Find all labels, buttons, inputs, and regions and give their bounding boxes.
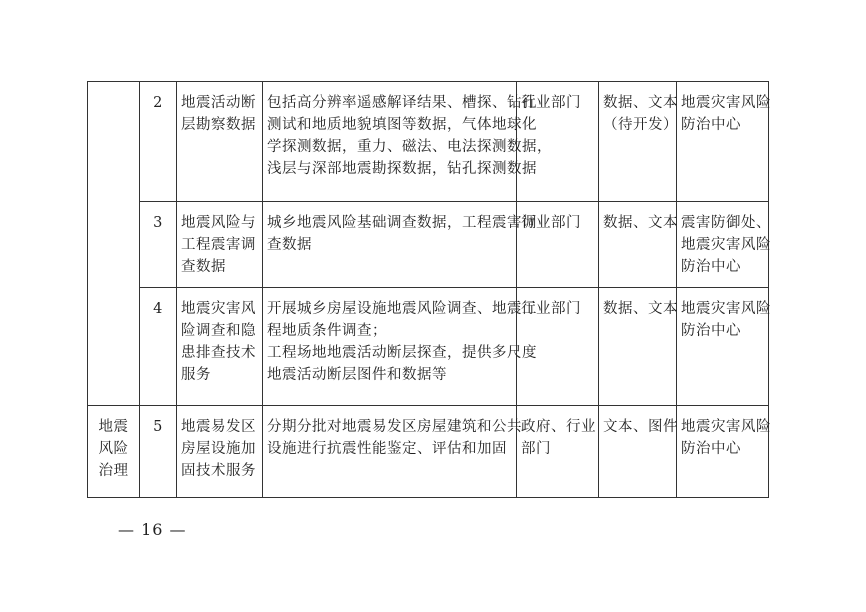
category-line: 治理 (98, 463, 129, 479)
owner-line: 地震灾害风险 (681, 95, 771, 111)
content-line: 学探测数据，重力、磁法、电法探测数据， (267, 139, 552, 155)
row-number: 3 (140, 202, 177, 288)
item-name-line: 固技术服务 (181, 463, 256, 479)
content-line: 测试和地质地貌填图等数据，气体地球化 (267, 117, 537, 133)
owner-line: 防治中心 (681, 117, 741, 133)
data-type-line: 数据、文本 (603, 301, 678, 317)
content-line: 开展城乡房屋设施地震风险调查、地震工 (267, 301, 537, 317)
category-cell (88, 406, 140, 498)
item-name-cell (177, 288, 263, 406)
owner-line: 震害防御处、 (681, 215, 771, 231)
item-name-line: 房屋设施加 (181, 441, 256, 457)
item-name-line: 工程震害调 (181, 237, 256, 253)
item-name-line: 地震易发区 (181, 419, 256, 435)
content-line: 工程场地地震活动断层探查，提供多尺度 (267, 345, 537, 361)
table-row (88, 202, 769, 288)
item-name-line: 险调查和隐 (181, 323, 256, 339)
data-type-cell (599, 202, 677, 288)
content-cell (263, 288, 537, 406)
content-line: 地震活动断层图件和数据等 (267, 367, 447, 383)
item-name-line: 地震风险与 (181, 215, 256, 231)
owner-cell (677, 202, 769, 288)
data-type-line: 数据、文本 (603, 215, 678, 231)
data-type-cell (599, 288, 677, 406)
row-number: 2 (140, 82, 177, 202)
category-cell (88, 82, 140, 406)
item-name-line: 地震活动断 (181, 95, 256, 111)
item-name-line: 查数据 (181, 259, 226, 275)
table-row (88, 406, 769, 498)
owner-cell (677, 288, 769, 406)
data-type-cell (599, 82, 677, 202)
content-line: 程地质条件调查； (267, 323, 387, 339)
category-line: 风险 (98, 441, 129, 457)
content-line: 查数据 (267, 237, 312, 253)
item-name-line: 服务 (181, 367, 211, 383)
owner-cell (677, 406, 769, 498)
content-line: 设施进行抗震性能鉴定、评估和加固 (267, 441, 507, 457)
source-cell: 行业部门 (517, 202, 599, 288)
owner-line: 地震灾害风险 (681, 419, 771, 435)
data-catalog-table (87, 81, 769, 498)
owner-line: 防治中心 (681, 259, 741, 275)
table-row (88, 82, 769, 202)
owner-line: 地震灾害风险 (681, 301, 771, 317)
source-cell: 行业部门 (517, 288, 599, 406)
content-line: 包括高分辨率遥感解译结果、槽探、钻孔 (267, 95, 537, 111)
source-cell: 行业部门 (517, 82, 599, 202)
content-cell (263, 202, 537, 288)
item-name-cell (177, 82, 263, 202)
data-type-cell (599, 406, 677, 498)
owner-line: 防治中心 (681, 323, 741, 339)
data-type-line: 文本、图件 (603, 419, 678, 435)
content-line: 分期分批对地震易发区房屋建筑和公共 (267, 419, 522, 435)
owner-line: 防治中心 (681, 441, 741, 457)
source-cell (517, 406, 599, 498)
table-row (88, 288, 769, 406)
item-name-line: 地震灾害风 (181, 301, 256, 317)
data-type-line: （待开发） (603, 117, 678, 133)
page-number: — 16 — (118, 520, 187, 539)
row-number: 5 (140, 406, 177, 498)
source-line: 部门 (521, 441, 551, 457)
category-line: 地震 (98, 419, 129, 435)
content-line: 浅层与深部地震勘探数据，钻孔探测数据 (267, 161, 537, 177)
item-name-line: 患排查技术 (181, 345, 256, 361)
owner-line: 地震灾害风险 (681, 237, 771, 253)
source-line: 政府、行业 (521, 419, 596, 435)
owner-cell (677, 82, 769, 202)
content-line: 城乡地震风险基础调查数据，工程震害调 (267, 215, 537, 231)
item-name-cell (177, 202, 263, 288)
item-name-line: 层勘察数据 (181, 117, 256, 133)
content-cell (263, 406, 522, 498)
row-number: 4 (140, 288, 177, 406)
data-type-line: 数据、文本 (603, 95, 678, 111)
item-name-cell (177, 406, 263, 498)
